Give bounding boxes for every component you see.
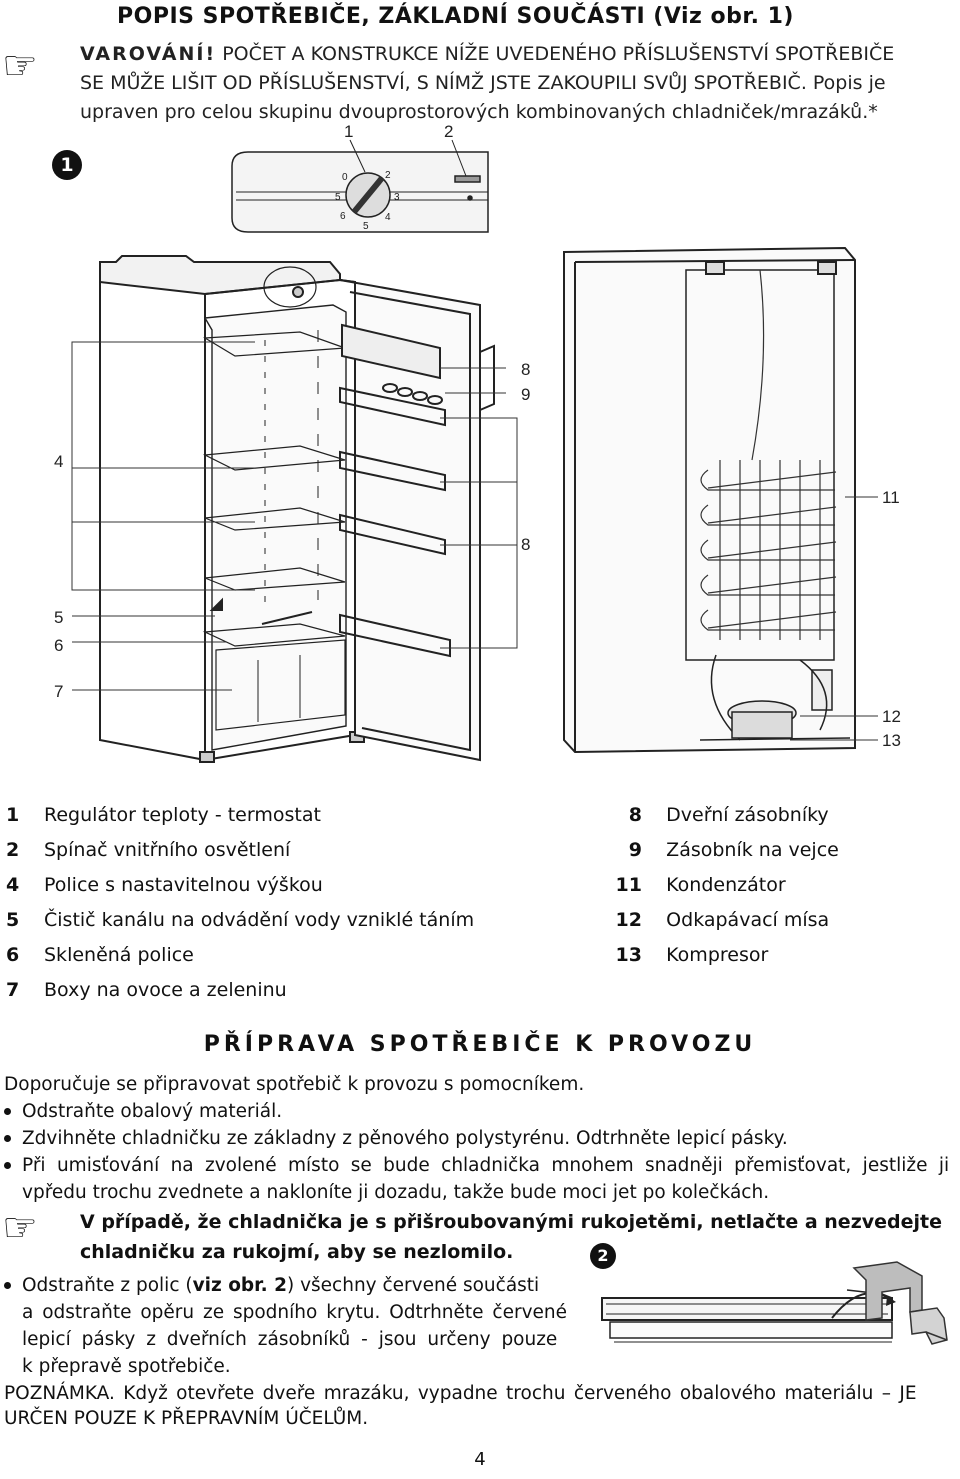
control-panel bbox=[232, 152, 488, 232]
legend-left bbox=[6, 798, 474, 1008]
list-item-continuation bbox=[0, 1326, 600, 1353]
list-item bbox=[0, 1152, 960, 1179]
fridge-diagram bbox=[0, 115, 960, 780]
callout-12: 12 bbox=[882, 707, 901, 726]
list-item bbox=[0, 1098, 960, 1125]
shelf-transport-diagram bbox=[592, 1260, 960, 1370]
bullet-text: a odstraňte opěru ze spodního krytu. Odtrhněte červené bbox=[22, 1302, 568, 1323]
legend-num: 11 bbox=[615, 874, 642, 896]
note-line-2: chladničku za rukojmí, aby se nezlomilo. bbox=[80, 1241, 514, 1263]
dial-num: 5 bbox=[335, 192, 341, 203]
legend-item bbox=[6, 903, 474, 938]
legend-num: 1 bbox=[6, 804, 20, 826]
legend-num: 4 bbox=[6, 874, 20, 896]
dial-num: 0 bbox=[342, 172, 348, 183]
page-title: POPIS SPOTŘEBIČE, ZÁKLADNÍ SOUČÁSTI (Viz obr. 1) bbox=[117, 4, 794, 29]
legend-item bbox=[6, 938, 474, 973]
bullet-text bbox=[22, 1272, 539, 1299]
figure-reference: viz obr. 2 bbox=[192, 1275, 287, 1296]
warning-line-3: upraven pro celou skupinu dvouprostorových kombinovaných chladniček/mrazáků.* bbox=[80, 101, 878, 123]
legend-num: 12 bbox=[615, 909, 642, 931]
list-item bbox=[0, 1272, 600, 1299]
callout-5: 5 bbox=[54, 608, 64, 627]
legend-num: 5 bbox=[6, 909, 20, 931]
legend-text: Skleněná police bbox=[44, 944, 194, 966]
bullet-icon bbox=[4, 1108, 11, 1115]
legend-num: 7 bbox=[6, 979, 20, 1001]
bullet-text: k přepravě spotřebiče. bbox=[22, 1356, 231, 1377]
bullet-text: lepicí pásky z dveřních zásobníků - jsou určeny pouze bbox=[22, 1329, 558, 1350]
legend-num: 6 bbox=[6, 944, 20, 966]
warning-label: VAROVÁNÍ! bbox=[80, 43, 217, 65]
list-item bbox=[0, 1125, 960, 1152]
dial-num: 2 bbox=[385, 170, 391, 181]
legend-num: 8 bbox=[628, 804, 642, 826]
bullet-icon bbox=[4, 1135, 11, 1142]
bullet-text-part: ) všechny červené součásti bbox=[286, 1275, 540, 1296]
warning-block bbox=[80, 40, 960, 127]
legend-text: Odkapávací mísa bbox=[666, 909, 830, 931]
bullet-text-part: Odstraňte z polic ( bbox=[22, 1275, 193, 1296]
bullet-text: Při umisťování na zvolené místo se bude chladnička mnohem snadněji přemisťovat, jestliže ji bbox=[22, 1155, 950, 1176]
fridge-front bbox=[100, 256, 364, 762]
bullet-list bbox=[0, 1098, 960, 1206]
legend-item bbox=[6, 868, 474, 903]
bullet-text: Odstraňte obalový materiál. bbox=[22, 1101, 283, 1122]
bullet-icon bbox=[4, 1162, 11, 1169]
legend-item bbox=[584, 833, 839, 868]
callout-7: 7 bbox=[54, 682, 64, 701]
legend-right bbox=[584, 798, 839, 973]
warning-line-1: POČET A KONSTRUKCE NÍŽE UVEDENÉHO PŘÍSLUŠENSTVÍ SPOTŘEBIČE bbox=[222, 43, 895, 65]
legend-item bbox=[584, 798, 839, 833]
bullet-list-2 bbox=[0, 1272, 600, 1380]
bullet-text: vpředu trochu zvednete a nakloníte ji dozadu, takže bude moci jet po kolečkách. bbox=[22, 1182, 770, 1203]
legend-text: Zásobník na vejce bbox=[666, 839, 839, 861]
section-heading: PŘÍPRAVA SPOTŘEBIČE K PROVOZU bbox=[203, 1032, 757, 1057]
legend-text: Spínač vnitřního osvětlení bbox=[44, 839, 291, 861]
list-item-continuation bbox=[0, 1353, 600, 1380]
legend-text: Kompresor bbox=[666, 944, 769, 966]
legend-text: Kondenzátor bbox=[666, 874, 786, 896]
warning-line-2: SE MŮŽE LIŠIT OD PŘÍSLUŠENSTVÍ, S NÍMŽ JSTE ZAKOUPILI SVŮJ SPOTŘEBIČ. Popis je bbox=[80, 72, 886, 94]
callout-13: 13 bbox=[882, 731, 901, 750]
callout-1: 1 bbox=[344, 122, 354, 141]
page-number: 4 bbox=[474, 1449, 486, 1470]
note-poznamka-line-2: URČEN POUZE K PŘEPRAVNÍM ÚČELŮM. bbox=[4, 1408, 369, 1429]
legend-text: Police s nastavitelnou výškou bbox=[44, 874, 323, 896]
legend-item bbox=[6, 973, 474, 1008]
legend-item bbox=[584, 938, 839, 973]
legend-item bbox=[584, 903, 839, 938]
legend-text: Dveřní zásobníky bbox=[666, 804, 829, 826]
callout-9: 9 bbox=[521, 385, 531, 404]
list-item-continuation bbox=[0, 1179, 960, 1206]
dial-num: 5 bbox=[363, 221, 369, 232]
legend-text: Boxy na ovoce a zeleninu bbox=[44, 979, 287, 1001]
list-item-continuation bbox=[0, 1299, 600, 1326]
bullet-text: Zdvihněte chladničku ze základny z pěnového polystyrénu. Odtrhněte lepicí pásky. bbox=[22, 1128, 788, 1149]
intro-text: Doporučuje se připravovat spotřebič k provozu s pomocníkem. bbox=[4, 1074, 585, 1095]
legend-num: 2 bbox=[6, 839, 20, 861]
legend-num: 13 bbox=[615, 944, 642, 966]
bullet-icon bbox=[4, 1282, 11, 1289]
legend-text: Čistič kanálu na odvádění vody vzniklé táním bbox=[44, 909, 475, 931]
figure-2-marker: 2 bbox=[590, 1243, 616, 1269]
note-line-1: V případě, že chladnička je s přišroubovanými rukojetěmi, netlačte a nezvedejte bbox=[80, 1211, 942, 1233]
legend-text: Regulátor teploty - termostat bbox=[44, 804, 321, 826]
dial-num: 6 bbox=[340, 211, 346, 222]
callout-8a: 8 bbox=[521, 360, 531, 379]
callout-8b: 8 bbox=[521, 535, 531, 554]
note-poznamka-line-1: POZNÁMKA. Když otevřete dveře mrazáku, vypadne trochu červeného obalového materiálu – JE bbox=[4, 1383, 917, 1404]
callout-6: 6 bbox=[54, 636, 64, 655]
pointing-hand-icon: ☞ bbox=[2, 43, 38, 89]
callout-2: 2 bbox=[444, 122, 454, 141]
pointing-hand-icon: ☞ bbox=[2, 1205, 38, 1251]
callout-11: 11 bbox=[882, 488, 900, 507]
legend-item bbox=[6, 798, 474, 833]
figure-1-marker: 1 bbox=[52, 150, 82, 180]
legend-item bbox=[6, 833, 474, 868]
legend-item bbox=[584, 868, 839, 903]
dial-num: 4 bbox=[385, 212, 391, 223]
dial-num: 3 bbox=[394, 192, 400, 203]
callout-4: 4 bbox=[54, 452, 64, 471]
fridge-door bbox=[340, 280, 494, 760]
legend-num: 9 bbox=[628, 839, 642, 861]
